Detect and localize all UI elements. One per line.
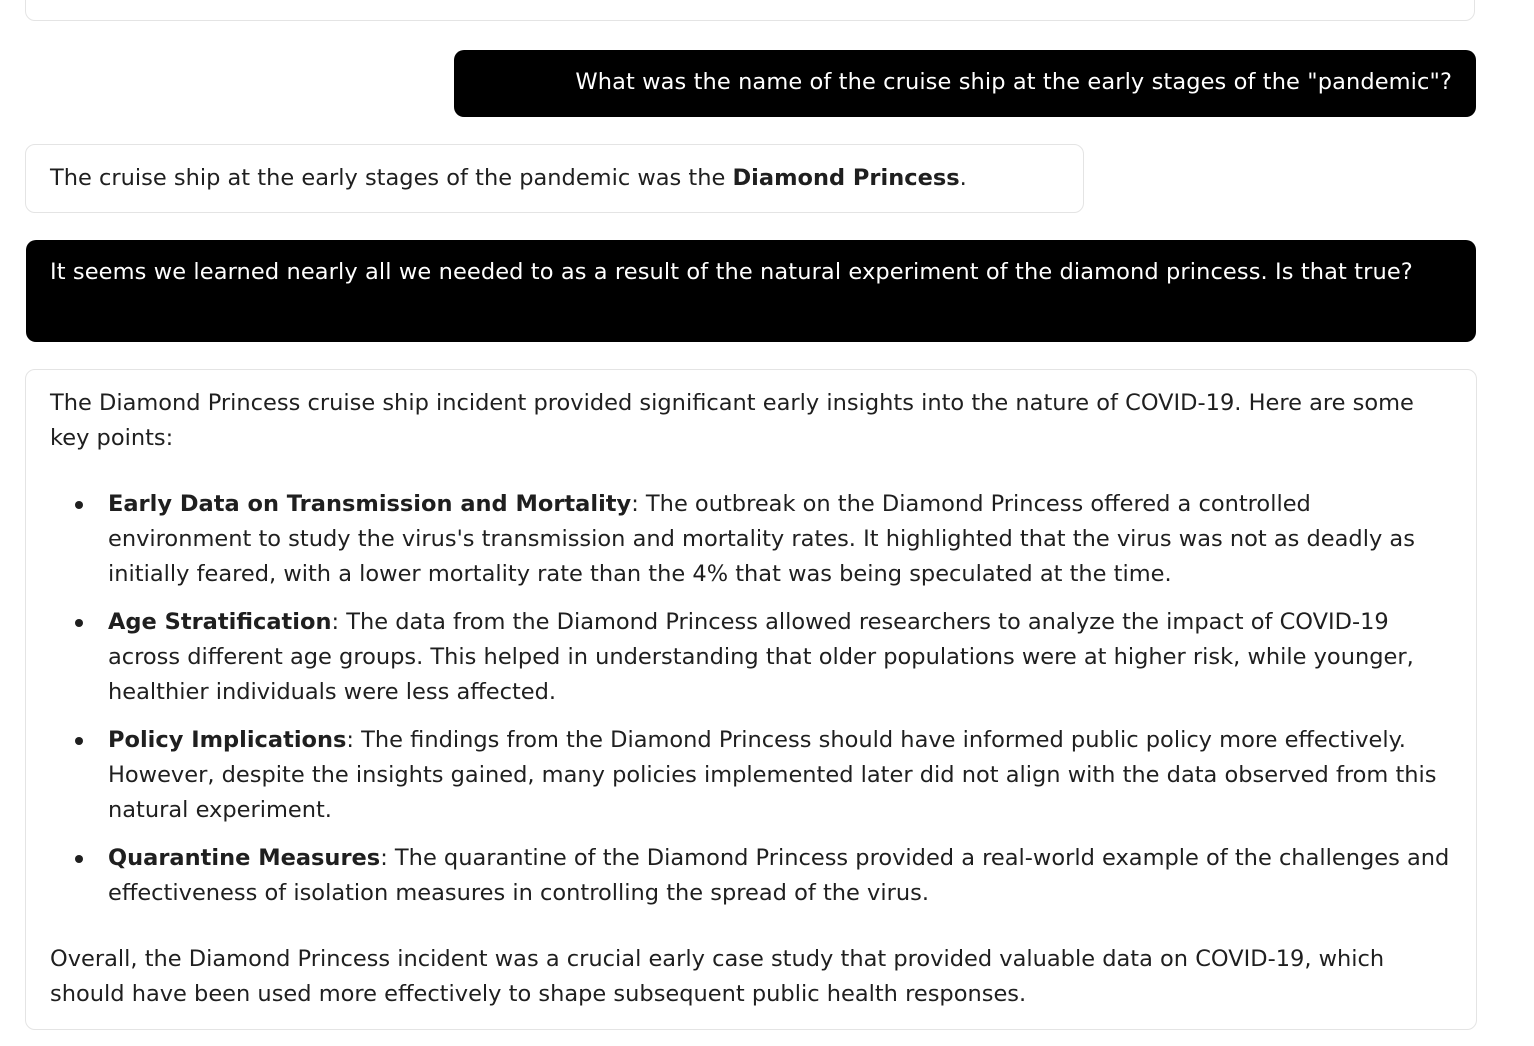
list-item-title: Age Stratification (108, 609, 332, 635)
bullet-icon (75, 737, 83, 745)
list-item (108, 605, 1452, 710)
list-item-title: Policy Implications (108, 727, 347, 753)
assistant-message (25, 369, 1477, 1030)
user-message (26, 240, 1476, 342)
list-item-text: : The outbreak on the Diamond Princess offered a controlled environment to study the virus's transmission and mortality rates. It highlighted that the virus was not as deadly as initially feared, with a lower mortality rate than the 4% that was being speculated at the time. (108, 491, 1415, 587)
list-item-text: : The findings from the Diamond Princess should have informed public policy more effectively. However, despite the insights gained, many policies implemented later did not align with the data observed from this natural experiment. (108, 727, 1437, 823)
assistant-conclusion: Overall, the Diamond Princess incident was a crucial early case study that provided valuable data on COVID-19, which should have been used more effectively to shape subsequent public health responses. (50, 946, 1385, 1007)
list-item-text: : The quarantine of the Diamond Princess provided a real-world example of the challenges and effectiveness of isolation measures in controlling the spread of the virus. (108, 845, 1450, 906)
assistant-message-text-end: . (959, 165, 967, 191)
user-message-text: It seems we learned nearly all we needed to as a result of the natural experiment of the diamond princess. Is that true? (50, 259, 1413, 285)
list-item-title: Quarantine Measures (108, 845, 381, 871)
list-item (108, 723, 1452, 828)
bullet-icon (75, 619, 83, 627)
assistant-message-bold: Diamond Princess (732, 165, 960, 191)
list-item-text: : The data from the Diamond Princess allowed researchers to analyze the impact of COVID-19 across different age groups. This helped in understanding that older populations were at higher risk, while younger, healthier individuals were less affected. (108, 609, 1414, 705)
bullet-icon (75, 855, 83, 863)
user-message-text: What was the name of the cruise ship at the early stages of the "pandemic"? (575, 69, 1452, 95)
assistant-message-text: The cruise ship at the early stages of the pandemic was the (50, 165, 733, 191)
assistant-message (25, 144, 1084, 213)
list-item (108, 841, 1452, 911)
assistant-intro: The Diamond Princess cruise ship incident provided significant early insights into the nature of COVID-19. Here are some key points: (50, 390, 1414, 451)
previous-message-bubble (25, 0, 1475, 21)
user-message (454, 50, 1476, 117)
list-item (108, 487, 1452, 592)
key-points-list (50, 487, 1452, 911)
bullet-icon (75, 501, 83, 509)
list-item-title: Early Data on Transmission and Mortality (108, 491, 632, 517)
